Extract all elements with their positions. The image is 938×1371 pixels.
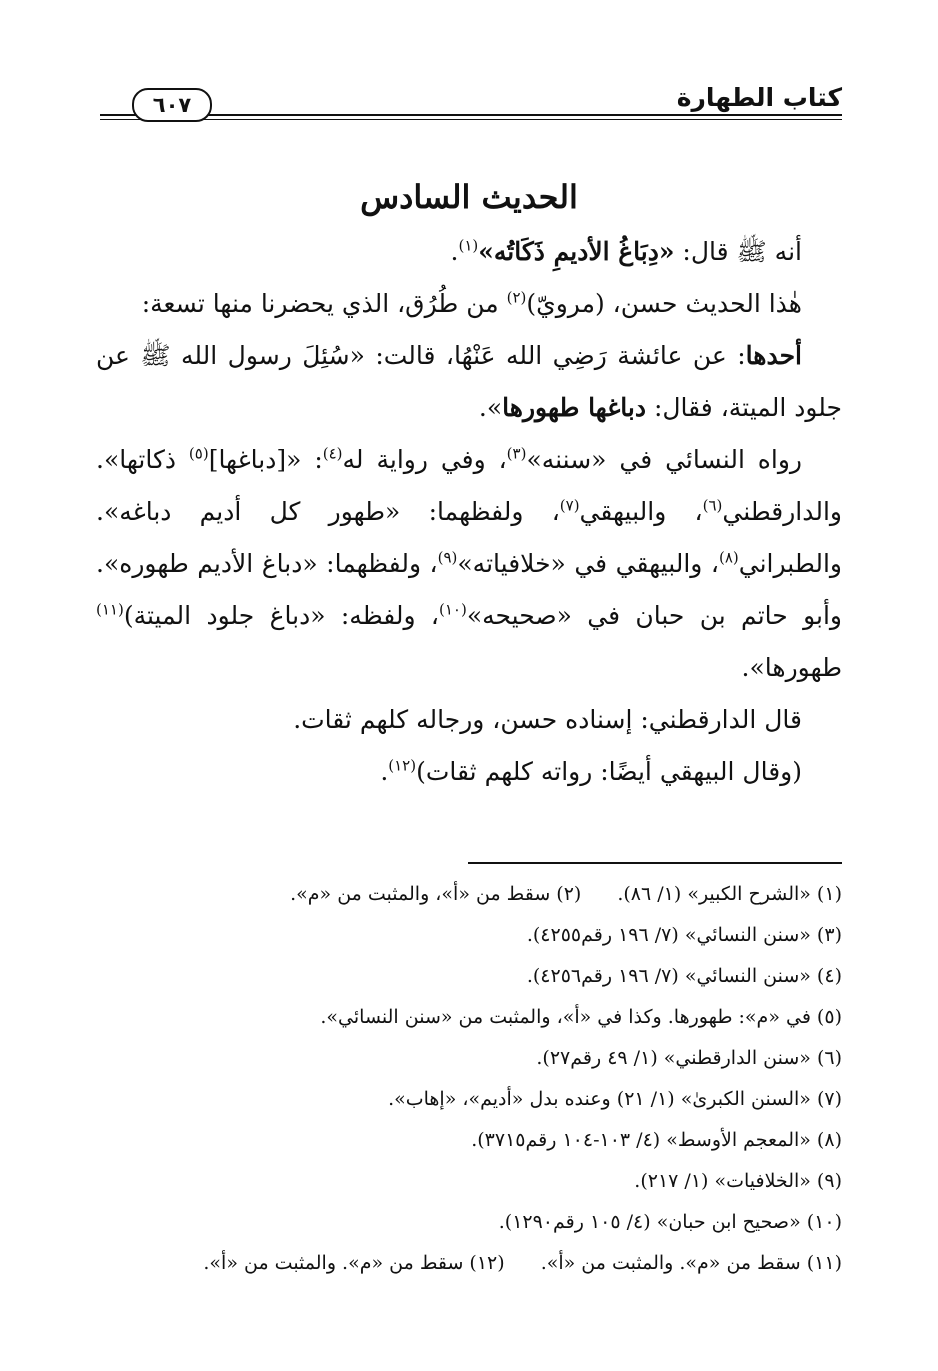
paragraph-first-route: [96, 330, 842, 434]
footnote-ref: (٢): [506, 288, 527, 307]
header-rule-line: [100, 114, 842, 116]
running-title: كتاب الطهارة: [676, 83, 842, 112]
main-text: [96, 168, 842, 798]
footnote-ref: (١٠): [438, 600, 467, 619]
text-run: من طُرُق، الذي يحضرنا منها تسعة:: [141, 289, 507, 318]
hadith-quote: دباغها طهورها: [502, 393, 646, 422]
route-label: أحدها: [745, 341, 802, 370]
header-rule-line: [100, 119, 842, 120]
paragraph-daraqutni: قال الدارقطني: إسناده حسن، ورجاله كلهم ثقات.: [293, 705, 802, 734]
paragraph-sources: [96, 434, 842, 694]
text-run: ذكاتها». والدارقطني: [96, 445, 842, 526]
footnotes: [96, 874, 842, 1284]
footnote-ref: (٧): [559, 496, 580, 515]
text-run: هٰذا الحديث حسن، (مرويّ): [526, 289, 802, 318]
footnote: (١٠) «صحيح ابن حبان» (٤/ ١٠٥ رقم١٢٩٠).: [498, 1211, 842, 1233]
footnote: (٣) «سنن النسائي» (٧/ ١٩٦ رقم٤٢٥٥).: [526, 924, 842, 946]
header-rule: [100, 114, 842, 122]
text-run: ، ولفظه: «دباغ جلود الميتة): [123, 601, 439, 630]
text-run: طهورها».: [741, 653, 842, 682]
text-run: ، ولفظهما: «دباغ الأديم طهوره». وأبو حاتم بن حبان في «صحيحه»: [96, 549, 842, 630]
footnote-ref: (٤): [322, 444, 343, 463]
footnote-ref: (٩): [437, 548, 458, 567]
text-run: رواه النسائي في «سننه»: [526, 445, 802, 474]
footnote-ref: (١١): [96, 600, 124, 619]
footnote-ref: (٦): [702, 496, 723, 515]
text-run: .: [450, 237, 459, 266]
footnote: (٩) «الخلافيات» (١/ ٢١٧).: [634, 1170, 842, 1192]
footnote: (٢) سقط من «أ»، والمثبت من «م».: [290, 883, 582, 905]
footnote-ref: (١٢): [388, 756, 417, 775]
footnote: (٤) «سنن النسائي» (٧/ ١٩٦ رقم٤٢٥٦).: [526, 965, 842, 987]
text-run: ، ولفظهما: «طهور كل أديم دباغه». والطبراني: [96, 497, 842, 578]
footnote: (١١) سقط من «م». والمثبت من «أ».: [540, 1252, 842, 1274]
text-run: ».: [478, 393, 503, 422]
paragraph-grading: [96, 278, 842, 330]
text-run: : «[دباغها]: [208, 445, 323, 474]
footnote: (٦) «سنن الدارقطني» (١/ ٤٩ رقم٢٧).: [536, 1047, 842, 1069]
text-run: : عن عائشة رَضِي الله عَنْهُا، قالت: «سُئِلَ رسول الله ﷺ عن جلود الميتة، فقال:: [96, 341, 842, 422]
text-run: ، والبيهقي: [579, 497, 703, 526]
footnote: (٧) «السنن الكبرىٰ» (١/ ٢١) وعنده بدل «أديم»، «إهاب».: [388, 1088, 842, 1110]
paragraph-hadith: [96, 226, 842, 278]
page-number: ٦٠٧: [132, 88, 212, 122]
footnote: (٥) في «م»: طهورها. وكذا في «أ»، والمثبت من «سنن النسائي».: [320, 1006, 842, 1028]
footnote: (١٢) سقط من «م». والمثبت من «أ».: [203, 1252, 505, 1274]
hadith-quote: «دِبَاغُ الأديمِ ذَكَاتُه»: [478, 237, 675, 266]
footnote-separator: [468, 862, 842, 864]
footnote-ref: (١): [458, 236, 479, 255]
text-run: .: [380, 757, 389, 786]
footnote-ref: (٣): [506, 444, 527, 463]
footnote-ref: (٥): [188, 444, 209, 463]
section-heading: الحديث السادس: [360, 178, 578, 216]
text-run: (وقال البيهقي أيضًا: رواته كلهم ثقات): [416, 757, 802, 786]
paragraph-bayhaqi: [96, 746, 842, 798]
page-header: [100, 78, 842, 130]
footnote-line: [96, 1243, 842, 1284]
text-run: ، وفي رواية له: [342, 445, 507, 474]
footnote: (٨) «المعجم الأوسط» (٤/ ١٠٣-١٠٤ رقم٣٧١٥).: [471, 1129, 842, 1151]
footnote: (١) «الشرح الكبير» (١/ ٨٦).: [617, 883, 842, 905]
text-run: ، والبيهقي في «خلافياته»: [457, 549, 719, 578]
text-run: أنه ﷺ قال:: [674, 237, 802, 266]
footnote-ref: (٨): [718, 548, 739, 567]
footnote-line: [96, 874, 842, 915]
